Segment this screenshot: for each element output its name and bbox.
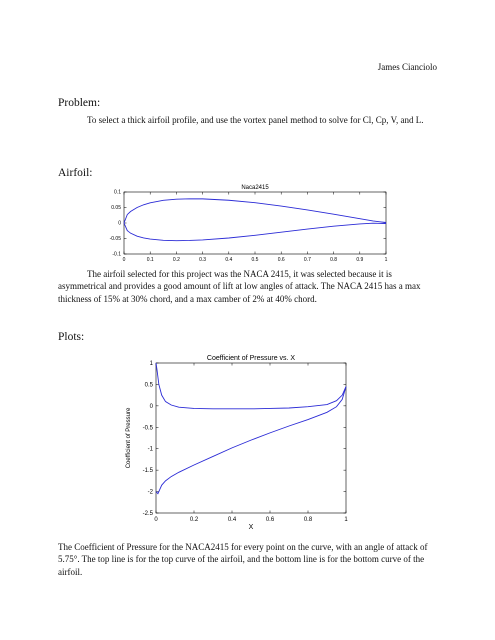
plots-paragraph: The Coefficient of Pressure for the NACA2415 for every point on the curve, with an angle of attack of 5.75°. The top line is for the top curve of the airfoil, and the bottom line is for the bottom curve of the airfoil.	[58, 542, 428, 577]
airfoil-heading: Airfoil:	[58, 167, 93, 179]
airfoil-x-tick-label: 0.3	[199, 257, 207, 263]
cp-series-line-1	[156, 363, 346, 409]
airfoil-x-tick-label: 0.8	[330, 257, 338, 263]
cp-series-line-2	[156, 387, 346, 494]
airfoil-x-tick-label: 0.7	[303, 257, 311, 263]
cp-x-tick-label: 0.4	[227, 517, 237, 523]
airfoil-x-tick-label: 1	[384, 257, 388, 263]
airfoil-x-tick-label: 0	[122, 257, 126, 263]
airfoil-x-tick-label: 0.9	[356, 257, 364, 263]
airfoil-x-tick-label: 0.5	[251, 257, 259, 263]
airfoil-y-tick-label: 0	[118, 220, 121, 227]
cp-x-tick-label: 1	[344, 517, 348, 523]
cp-y-tick-label: 0.5	[144, 382, 153, 389]
author-name: James Cianciolo	[377, 62, 437, 72]
cp-plot-frame	[156, 363, 346, 513]
airfoil-paragraph: The airfoil selected for this project was the NACA 2415, it was selected because it is asymmetrical and provides a good amount of lift at low angles of attack. The NACA 2415 has a max thickness of 15% at 30% chord, and a max camber of 2% at 40% chord.	[58, 269, 421, 304]
plots-heading: Plots:	[58, 331, 85, 343]
cp-y-tick-label: -1	[147, 446, 153, 453]
airfoil-y-tick-label: 0.05	[111, 205, 121, 212]
cp-x-tick-label: 0.8	[303, 517, 313, 523]
problem-paragraph: To select a thick airfoil profile, and use the vortex panel method to solve for Cl, Cp, V, and L.	[87, 115, 424, 125]
airfoil-plot-frame	[124, 192, 386, 254]
cp-y-tick-label: -1.5	[142, 468, 153, 475]
cp-y-tick-label: -0.5	[142, 425, 153, 432]
airfoil-x-tick-label: 0.2	[172, 257, 180, 263]
cp-x-tick-label: 0.6	[265, 517, 275, 523]
cp-y-axis-label: Coefficient of Pressure	[126, 407, 132, 469]
airfoil-series-line-1	[124, 199, 386, 223]
airfoil-title: Naca2415	[241, 185, 269, 191]
cp-y-tick-label: 1	[149, 361, 153, 367]
cp-x-tick-label: 0.2	[189, 517, 199, 523]
airfoil-x-tick-label: 0.6	[277, 257, 285, 263]
cp-y-tick-label: 0	[149, 403, 153, 410]
airfoil-series-line-2	[124, 223, 386, 241]
airfoil-x-tick-label: 0.4	[225, 257, 233, 263]
airfoil-y-tick-label: 0.1	[114, 189, 121, 196]
cp-y-tick-label: -2	[147, 489, 153, 496]
cp-y-tick-label: -2.5	[142, 511, 153, 517]
airfoil-y-tick-label: -0.05	[109, 236, 121, 243]
airfoil-x-tick-label: 0.1	[146, 257, 154, 263]
cp-x-axis-label: X	[248, 524, 254, 530]
cp-chart	[120, 350, 360, 530]
problem-heading: Problem:	[58, 97, 101, 109]
cp-title: Coefficient of Pressure vs. X	[206, 355, 296, 362]
cp-x-tick-label: 0	[154, 517, 158, 523]
airfoil-y-tick-label: -0.1	[112, 251, 121, 258]
airfoil-chart	[100, 180, 400, 266]
